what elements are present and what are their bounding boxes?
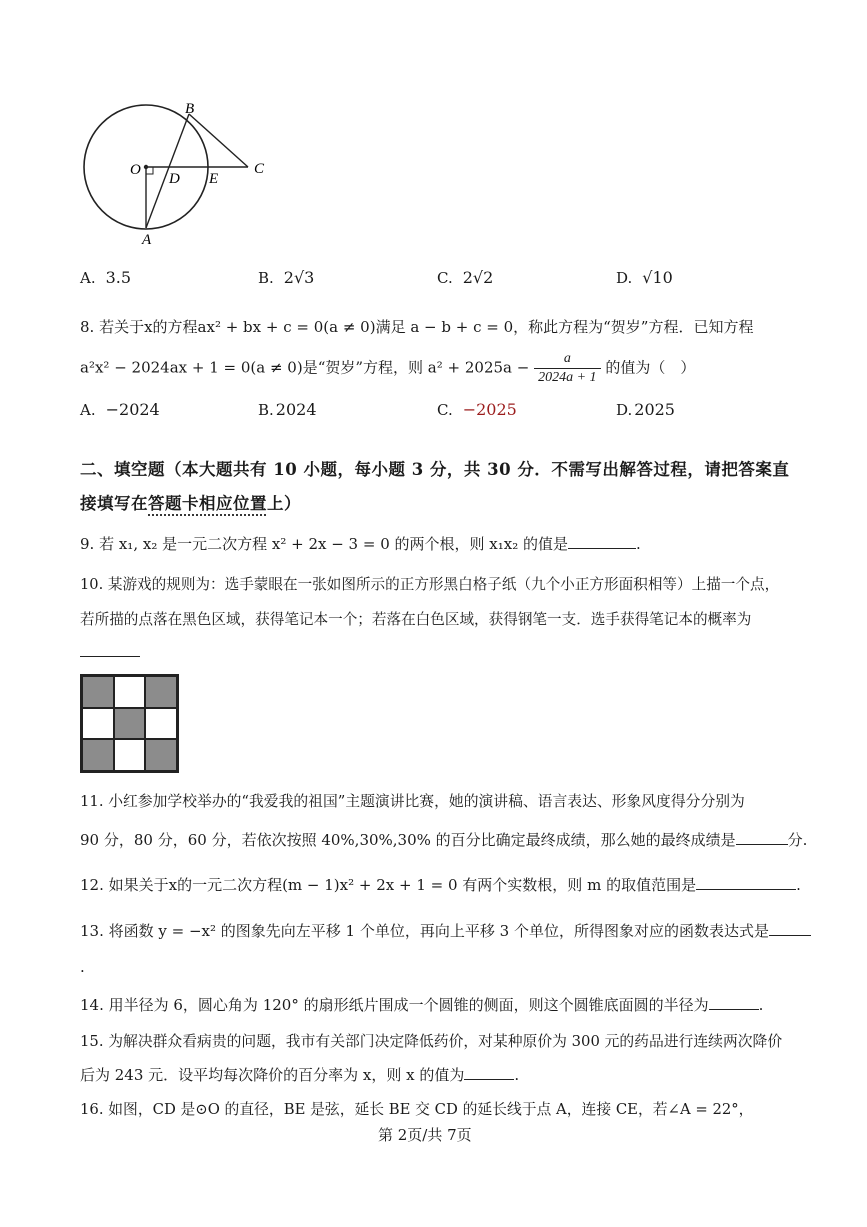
q13-answer-blank	[769, 921, 811, 936]
q11-line-2: 90 分，80 分，60 分，若依次按照 40%,30%,30% 的百分比确定最终成绩，那么她的最终成绩是 分.	[80, 831, 808, 849]
grid-cell-white	[145, 708, 177, 740]
emphasis-text: 答题卡相应位置	[148, 494, 267, 513]
grid-cell-white	[82, 708, 114, 740]
q8-fraction	[534, 350, 600, 387]
label-c: C	[254, 161, 265, 177]
q10-line-2: 若所描的点落在黑色区域，获得笔记本一个；若落在白色区域，获得钢笔一支．选手获得笔记本的概率为	[80, 611, 752, 628]
q13: 13. 将函数 y = −x² 的图象先向左平移 1 个单位，再向上平移 3 个单位，所得图象对应的函数表达式是	[80, 920, 811, 941]
q7-option-a: A. 3.5	[80, 268, 132, 287]
q9-answer-blank	[568, 534, 636, 549]
q9: 9. 若 x₁, x₂ 是一元二次方程 x² + 2x − 3 = 0 的两个根，则 x₁x₂ 的值是 .	[80, 535, 641, 553]
label-a: A	[142, 232, 152, 248]
q7-option-c: C. 2√2	[437, 268, 494, 287]
q7-option-d: D. √10	[616, 268, 673, 287]
q15-line-1: 15. 为解决群众看病贵的问题，我市有关部门决定降低药价，对某种原价为 300 元的药品进行连续两次降价	[80, 1033, 783, 1050]
q8-question: 的值为（ ）	[605, 358, 696, 377]
label-o: O	[130, 162, 141, 178]
q8-line-1: 8. 若关于x的方程ax² + bx + c = 0(a ≠ 0)满足 a − b + c = 0，称此方程为“贺岁”方程．已知方程	[80, 318, 754, 336]
q11-answer-blank	[736, 830, 788, 845]
q14-answer-blank	[709, 995, 759, 1010]
grid-cell-black	[114, 708, 146, 740]
grid-cell-black	[82, 676, 114, 708]
label-d: D	[169, 171, 180, 187]
q8-fraction-denominator: 2024a + 1	[538, 370, 597, 385]
page-footer: 第 2页/共 7页	[378, 1126, 472, 1144]
circle-tangent-figure	[70, 95, 290, 255]
q15-line-2: 后为 243 元．设平均每次降价的百分率为 x，则 x 的值为 .	[80, 1066, 520, 1084]
q8-option-b: B. 2024	[258, 400, 317, 419]
q10-answer-blank	[80, 642, 140, 657]
q8-option-a: A. −2024	[80, 400, 160, 419]
grid-cell-black	[82, 739, 114, 771]
q13-end: .	[80, 958, 85, 976]
segment-ab	[146, 114, 189, 228]
q14: 14. 用半径为 6，圆心角为 120° 的扇形纸片围成一个圆锥的侧面，则这个圆锥底面圆的半径为 .	[80, 996, 764, 1014]
grid-cell-white	[114, 739, 146, 771]
q16: 16. 如图，CD 是⊙O 的直径，BE 是弦，延长 BE 交 CD 的延长线于点 A，连接 CE，若∠A = 22°，	[80, 1101, 754, 1118]
q15-answer-blank	[464, 1065, 514, 1080]
q8-option-c: C. −2025	[437, 400, 517, 419]
label-e: E	[209, 171, 219, 187]
q8-equation: a²x² − 2024ax + 1 = 0(a ≠ 0)是“贺岁”方程，则 a² + 2025a −	[80, 358, 530, 377]
label-b: B	[185, 101, 195, 117]
center-point	[144, 165, 148, 169]
q12: 12. 如果关于x的一元二次方程(m − 1)x² + 2x + 1 = 0 有两个实数根，则 m 的取值范围是 .	[80, 876, 801, 894]
grid-cell-black	[145, 739, 177, 771]
q11-line-1: 11. 小红参加学校举办的“我爱我的祖国”主题演讲比赛，她的演讲稿、语言表达、形象风度得分分别为	[80, 793, 745, 810]
q12-answer-blank	[696, 875, 796, 890]
section-2-heading-line-2: 接填写在答题卡相应位置上）	[80, 494, 301, 513]
checker-grid	[80, 674, 179, 773]
q8-option-d: D. 2025	[616, 400, 675, 419]
q7-option-b: B. 2√3	[258, 268, 315, 287]
q10-line-1: 10. 某游戏的规则为：选手蒙眼在一张如图所示的正方形黑白格子纸（九个小正方形面积相等）上描一个点，	[80, 576, 780, 593]
section-2-heading-line-1: 二、填空题（本大题共有 10 小题，每小题 3 分，共 30 分．不需写出解答过程，请把答案直	[80, 460, 790, 479]
grid-cell-black	[145, 676, 177, 708]
grid-cell-white	[114, 676, 146, 708]
q8-fraction-numerator: a	[534, 350, 600, 369]
q8-line-2	[80, 350, 695, 387]
segment-bc	[189, 114, 248, 167]
